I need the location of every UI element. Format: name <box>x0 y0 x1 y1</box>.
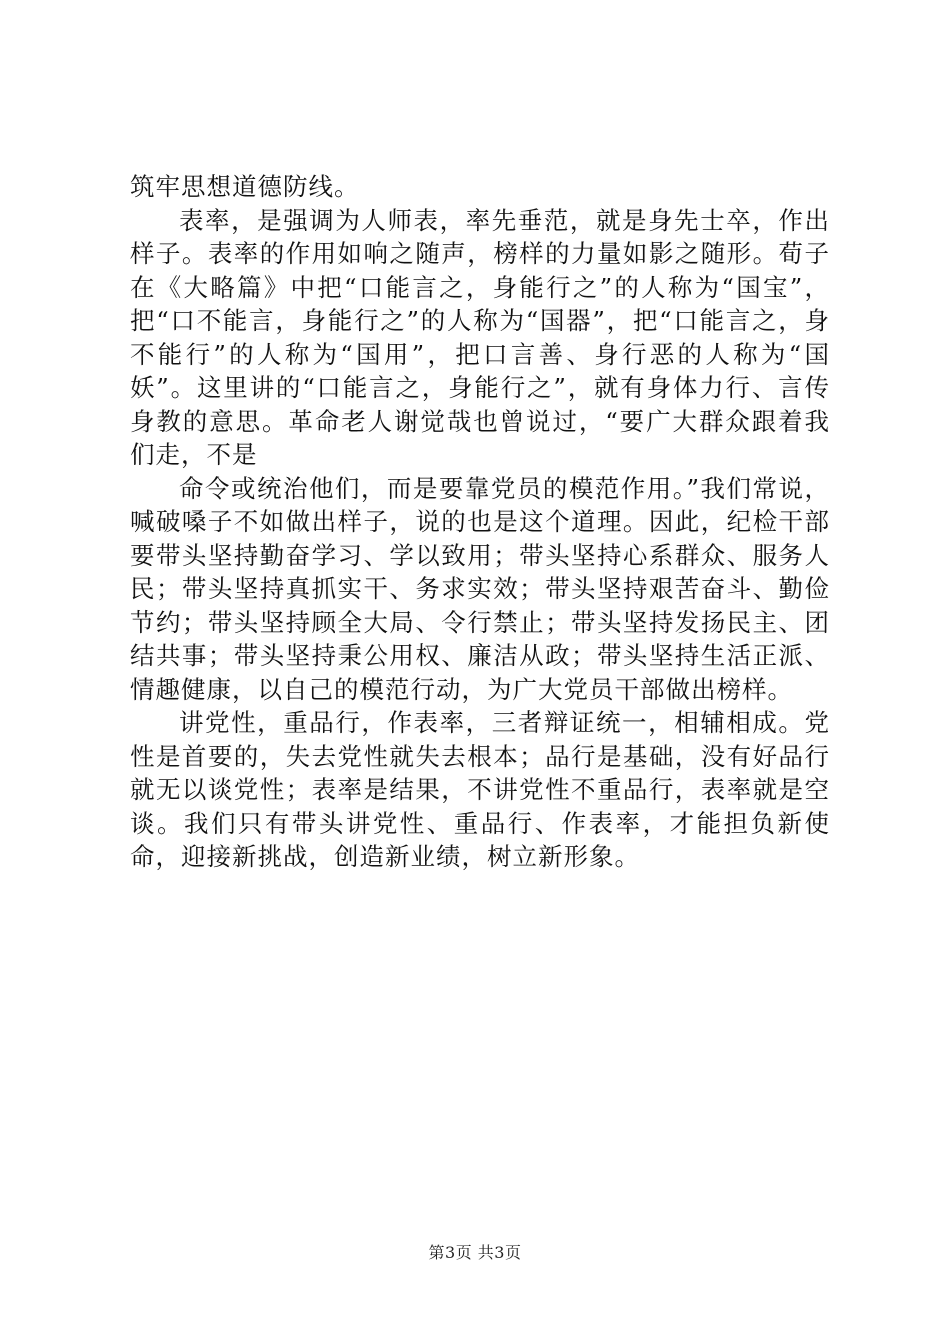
page-number-footer: 第3页 共3页 <box>428 1243 522 1262</box>
paragraph-2: 表率，是强调为人师表，率先垂范，就是身先士卒，作出样子。表率的作用如响之随声，榜样的力量如影之随形。荀子在《大略篇》中把“口能言之，身能行之”的人称为“国宝”，把“口不能言，身能行之”的人称为“国器”，把“口能言之，身不能行”的人称为“国用”，把口言善、身行恶的人称为“国妖”。这里讲的“口能言之，身能行之”，就有身体力行、言传身教的意思。革命老人谢觉哉也曾说过，“要广大群众跟着我们走，不是 <box>130 205 830 469</box>
document-body <box>130 170 830 874</box>
paragraph-4: 讲党性，重品行，作表率，三者辩证统一，相辅相成。党性是首要的，失去党性就失去根本；品行是基础，没有好品行就无以谈党性；表率是结果，不讲党性不重品行，表率就是空谈。我们只有带头讲党性、重品行、作表率，才能担负新使命，迎接新挑战，创造新业绩，树立新形象。 <box>130 708 830 871</box>
paragraph-1: 筑牢思想道德防线。 <box>130 172 360 201</box>
paragraph-3: 命令或统治他们，而是要靠党员的模范作用。”我们常说，喊破嗓子不如做出样子，说的也是这个道理。因此，纪检干部要带头坚持勤奋学习、学以致用；带头坚持心系群众、服务人民；带头坚持真抓实干、务求实效；带头坚持艰苦奋斗、勤俭节约；带头坚持顾全大局、令行禁止；带头坚持发扬民主、团结共事；带头坚持秉公用权、廉洁从政；带头坚持生活正派、情趣健康，以自己的模范行动，为广大党员干部做出榜样。 <box>130 473 830 704</box>
